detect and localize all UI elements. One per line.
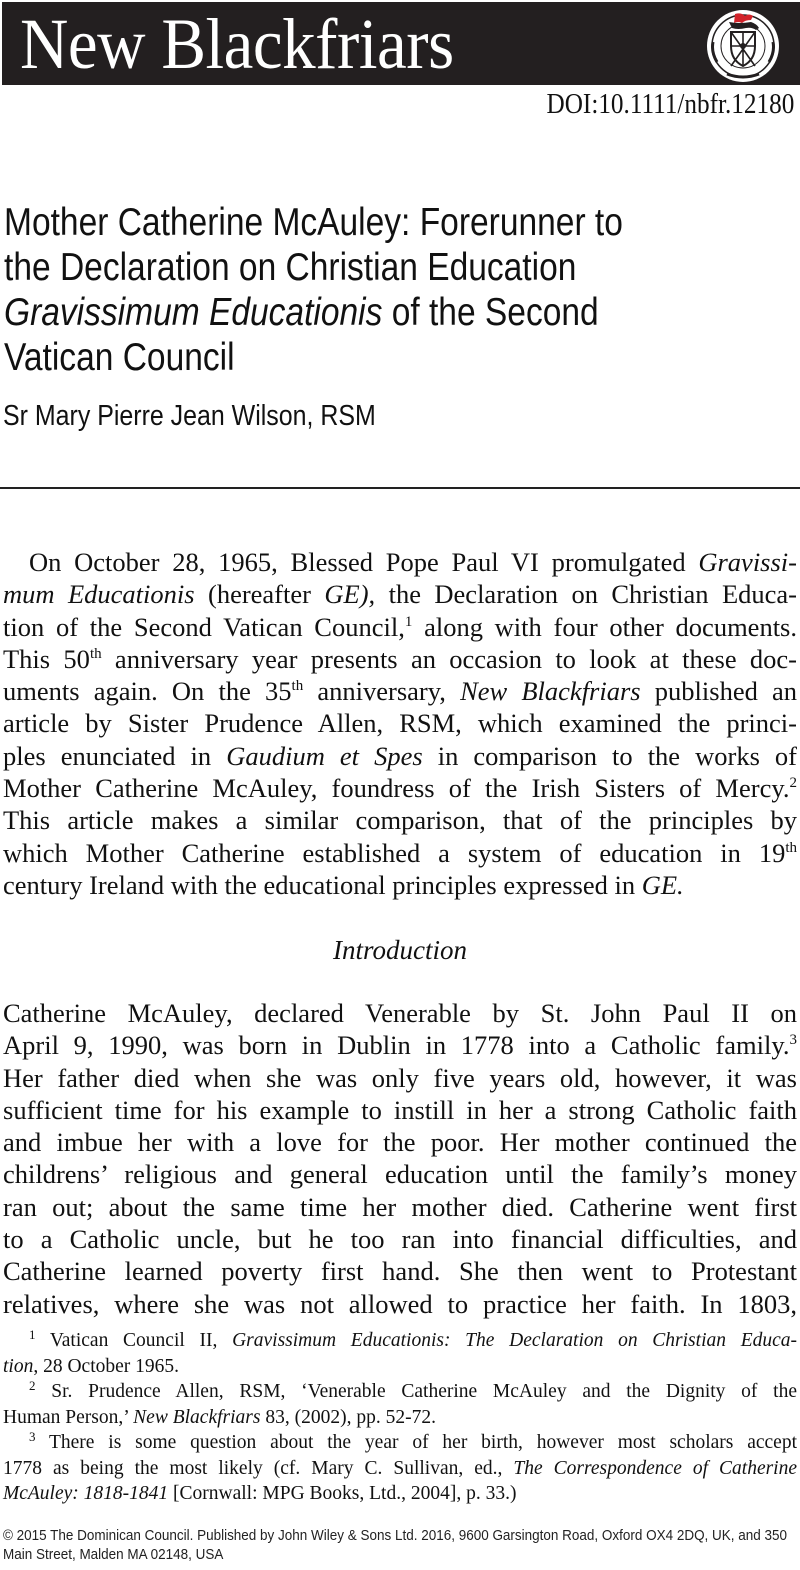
text-line: [3, 1029, 797, 1061]
title-line-3: [4, 290, 692, 335]
footnote-3-cont: [3, 1481, 797, 1507]
text-line: [3, 643, 797, 675]
ordinal-suffix: th: [785, 839, 797, 856]
text-run: , 28 October 1965.: [33, 1355, 180, 1377]
italic-run: The Correspondence of Catherine: [513, 1457, 798, 1479]
text-run: 1778 as being the most likely (cf. Mary C. Sullivan, ed.,: [3, 1457, 514, 1479]
title-line-1: Mother Catherine McAuley: Forerunner to: [4, 201, 623, 244]
journal-masthead: [2, 2, 800, 85]
footnote-number: 2: [29, 1378, 36, 1393]
italic-run: New Blackfriars: [460, 676, 641, 707]
text-run: There is some question about the year of her birth, however most scholars accept: [35, 1432, 797, 1453]
text-line: Her father died when she was only five years old, however, it was: [3, 1062, 797, 1093]
text-run: April 9, 1990, was born in Dublin in 1778 into a Catholic family.: [3, 1030, 790, 1061]
doi-label: DOI:10.1111/nbfr.12180: [546, 89, 794, 120]
text-run: Sr. Prudence Allen, RSM, ‘Venerable Catherine McAuley and the Dignity of the: [35, 1381, 797, 1402]
copyright-line: © 2015 The Dominican Council. Published by John Wiley & Sons Ltd. 2016, 9600 Garsington Road, Oxford OX4 2DQ, UK, and 350: [3, 1528, 788, 1544]
text-line: [3, 869, 797, 901]
text-run: published an: [640, 676, 798, 707]
text-run: Vatican Council II,: [35, 1330, 233, 1351]
text-run: (hereafter: [194, 579, 325, 610]
ordinal-suffix: th: [291, 678, 304, 695]
text-run: century Ireland with the educational principles expressed in: [3, 869, 642, 900]
footnote-ref-3[interactable]: 3: [789, 1032, 797, 1049]
text-line: ran out; about the same time her mother died. Catherine went first: [3, 1191, 797, 1222]
title-italic-gravissimum: Gravissimum Educationis: [4, 291, 383, 334]
text-line: [3, 837, 797, 869]
text-line: [3, 675, 797, 707]
text-line: [3, 772, 797, 804]
dominican-seal-icon: [705, 8, 781, 84]
copyright-line: Main Street, Malden MA 02148, USA: [3, 1547, 224, 1563]
introduction-paragraph: [3, 997, 797, 1320]
title-line-4: Vatican Council: [4, 336, 235, 379]
italic-run: tion: [3, 1355, 34, 1377]
section-heading-introduction: Introduction: [333, 935, 467, 965]
footnote-2-cont: [3, 1405, 797, 1431]
text-run: which Mother Catherine established a system of education in 19: [3, 837, 786, 868]
title-line-3-rest: of the Second: [382, 291, 599, 334]
text-line: childrens’ religious and general education until the family’s money: [3, 1159, 797, 1190]
footnote-ref-1[interactable]: 1: [404, 613, 413, 630]
text-line: to a Catholic uncle, but he too ran into financial difficulties, and: [3, 1224, 797, 1255]
title-line-2: the Declaration on Christian Education: [4, 246, 577, 289]
footnote-number: 3: [29, 1429, 36, 1444]
italic-run: McAuley: 1818-1841: [3, 1483, 169, 1504]
text-run: On October 28, 1965, Blessed Pope Paul VI promulgated: [29, 547, 699, 577]
text-run: Mother Catherine McAuley, foundress of the Irish Sisters of Mercy.: [3, 773, 790, 804]
italic-run: New Blackfriars: [133, 1406, 261, 1428]
text-run: 83, (2002), pp. 52-72.: [260, 1406, 436, 1428]
text-line: Catherine learned poverty first hand. She then went to Protestant: [3, 1256, 797, 1287]
footnote-ref-2[interactable]: 2: [789, 775, 797, 792]
footnote-number: 1: [29, 1327, 36, 1342]
italic-run: mum Educationis: [3, 579, 195, 610]
journal-name: New Blackfriars: [20, 4, 454, 84]
italic-run: GE.: [641, 869, 684, 900]
text-line: [3, 740, 797, 772]
title-divider: [0, 487, 800, 489]
text-line: Catherine McAuley, declared Venerable by St. John Paul II on: [3, 998, 797, 1028]
ordinal-suffix: th: [89, 645, 102, 662]
footnote-3-cont: [3, 1456, 797, 1482]
author-name: Sr Mary Pierre Jean Wilson, RSM: [3, 400, 376, 432]
text-line: sufficient time for his example to instill in her a strong Catholic faith: [3, 1094, 797, 1125]
text-run: in comparison to the works of: [422, 740, 798, 771]
text-line: [3, 546, 797, 578]
footnote-1-cont: [3, 1354, 797, 1380]
footnotes: [3, 1328, 797, 1507]
text-line: [3, 611, 797, 643]
copyright-notice: [3, 1527, 800, 1565]
text-run: along with four other documents.: [412, 611, 797, 642]
text-line: [3, 578, 797, 610]
text-run: anniversary year presents an occasion to look at these doc-: [101, 643, 797, 674]
text-line: This article makes a similar comparison, that of the principles by: [3, 805, 797, 836]
footnote-1: [3, 1328, 797, 1354]
text-line: relatives, where she was not allowed to practice her faith. In 1803,: [3, 1288, 797, 1319]
text-run: the Declaration on Christian Educa-: [375, 579, 798, 610]
text-run: tion of the Second Vatican Council,: [3, 611, 405, 642]
italic-run: Gaudium et Spes: [226, 740, 423, 771]
text-run: uments again. On the 35: [3, 676, 292, 707]
text-line: and imbue her with a love for the poor. Her mother continued the: [3, 1127, 797, 1158]
text-run: This 50: [3, 643, 90, 674]
italic-run: Gravissi-: [698, 547, 797, 577]
italic-run: GE),: [324, 579, 376, 610]
text-line: article by Sister Prudence Allen, RSM, which examined the princi-: [3, 708, 797, 739]
text-run: anniversary,: [303, 676, 461, 707]
text-run: ples enunciated in: [3, 740, 227, 771]
text-run: [Cornwall: MPG Books, Ltd., 2004], p. 33.): [168, 1483, 517, 1504]
italic-run: Gravissimum Educationis: The Declaration on Christian Educa-: [232, 1330, 798, 1351]
text-run: Human Person,’: [3, 1406, 134, 1428]
article-title: [4, 200, 692, 380]
footnote-3: [3, 1430, 797, 1456]
opening-paragraph: [3, 546, 797, 901]
footnote-2: [3, 1379, 797, 1405]
